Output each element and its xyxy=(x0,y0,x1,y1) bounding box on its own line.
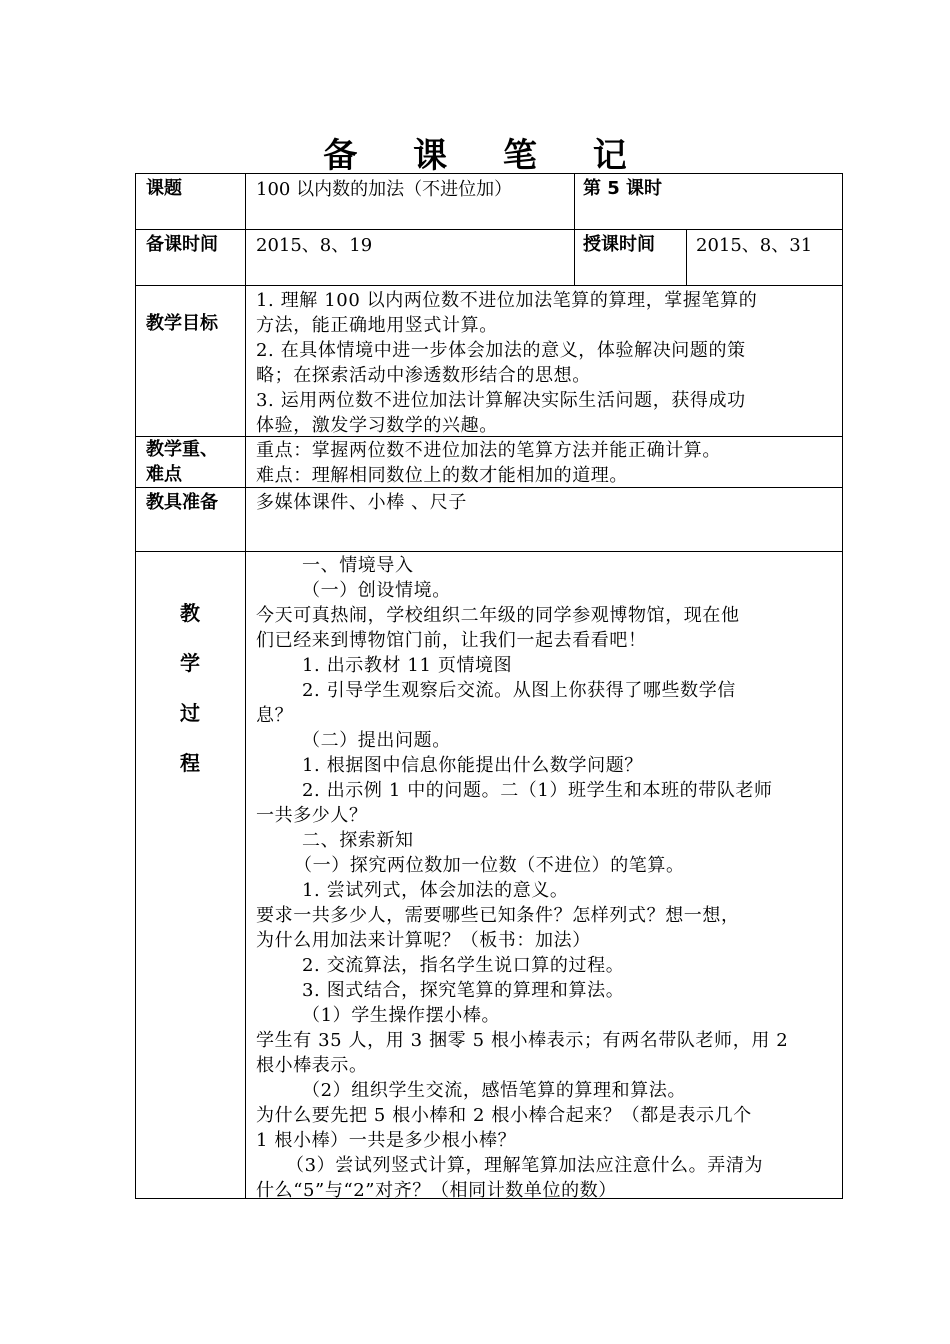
objective-line: 体验，激发学习数学的兴趣。 xyxy=(256,415,498,436)
objectives-label: 教学目标 xyxy=(146,313,218,334)
process-label xyxy=(136,600,244,800)
process-line: 2. 出示例 1 中的问题。二（1）班学生和本班的带队老师 xyxy=(302,780,773,801)
process-line: （1）学生操作摆小棒。 xyxy=(302,1005,501,1026)
lesson-number: 第 5 课时 xyxy=(583,178,663,199)
tools-value: 多媒体课件、小棒 、尺子 xyxy=(256,492,467,513)
keypoint-line: 重点：掌握两位数不进位加法的笔算方法并能正确计算。 xyxy=(256,440,721,461)
process-line: 1. 出示教材 11 页情境图 xyxy=(302,655,513,676)
process-line: 学生有 35 人，用 3 捆零 5 根小棒表示；有两名带队老师，用 2 xyxy=(256,1030,789,1051)
objective-line: 3. 运用两位数不进位加法计算解决实际生活问题，获得成功 xyxy=(256,390,746,411)
process-text xyxy=(256,553,836,1203)
objective-line: 1. 理解 100 以内两位数不进位加法笔算的算理，掌握笔算的 xyxy=(256,290,758,311)
teach-date-value: 2015、8、31 xyxy=(696,235,813,256)
row-divider xyxy=(135,229,843,230)
process-line: 一、情境导入 xyxy=(302,555,414,576)
process-line: 2. 交流算法，指名学生说口算的过程。 xyxy=(302,955,625,976)
process-line: 们已经来到博物馆门前，让我们一起去看看吧！ xyxy=(256,630,647,651)
process-label-char: 教 xyxy=(180,601,200,625)
teach-date-label: 授课时间 xyxy=(583,234,655,255)
prep-date-value: 2015、8、19 xyxy=(256,235,373,256)
process-label-char: 程 xyxy=(180,751,200,775)
process-line: 2. 引导学生观察后交流。从图上你获得了哪些数学信 xyxy=(302,680,736,701)
objective-line: 2. 在具体情境中进一步体会加法的意义，体验解决问题的策 xyxy=(256,340,746,361)
process-line: 1. 尝试列式，体会加法的意义。 xyxy=(302,880,569,901)
objective-line: 方法，能正确地用竖式计算。 xyxy=(256,315,498,336)
topic-value: 100 以内数的加法（不进位加） xyxy=(256,179,513,200)
page-title: 备 课 笔 记 xyxy=(323,136,649,176)
process-line: 二、探索新知 xyxy=(302,830,414,851)
row-divider xyxy=(135,551,843,552)
process-line: 一共多少人？ xyxy=(256,805,368,826)
process-line: （2）组织学生交流，感悟笔算的算理和算法。 xyxy=(302,1080,687,1101)
keypoints-label-line: 教学重、 xyxy=(146,439,218,460)
process-label-char: 过 xyxy=(180,701,200,725)
objectives-text xyxy=(256,288,836,438)
process-line: 要求一共多少人，需要哪些已知条件？怎样列式？想一想， xyxy=(256,905,740,926)
keypoint-line: 难点：理解相同数位上的数才能相加的道理。 xyxy=(256,465,628,486)
process-line: 息？ xyxy=(256,705,294,726)
process-line: （3）尝试列竖式计算，理解笔算加法应注意什么。弄清为 xyxy=(286,1155,764,1176)
process-line: （一）探究两位数加一位数（不进位）的笔算。 xyxy=(294,855,685,876)
column-divider xyxy=(686,229,687,286)
label-column-divider xyxy=(245,173,246,1199)
process-line: 为什么要先把 5 根小棒和 2 根小棒合起来？（都是表示几个 xyxy=(256,1105,752,1126)
process-line: （二）提出问题。 xyxy=(302,730,451,751)
process-line: 1. 根据图中信息你能提出什么数学问题？ xyxy=(302,755,643,776)
row-divider xyxy=(135,285,843,286)
process-line: 3. 图式结合，探究笔算的算理和算法。 xyxy=(302,980,625,1001)
process-line: 为什么用加法来计算呢？（板书：加法） xyxy=(256,930,591,951)
process-line: （一）创设情境。 xyxy=(302,580,451,601)
column-divider xyxy=(574,173,575,286)
process-line: 什么“5”与“2”对齐？（相同计数单位的数） xyxy=(256,1180,617,1201)
table-border-top xyxy=(135,173,843,174)
process-line: 1 根小棒）一共是多少根小棒？ xyxy=(256,1130,517,1151)
keypoints-text xyxy=(256,438,836,488)
process-line: 今天可真热闹，学校组织二年级的同学参观博物馆，现在他 xyxy=(256,605,740,626)
process-line: 根小棒表示。 xyxy=(256,1055,368,1076)
topic-label: 课题 xyxy=(146,178,182,199)
prep-date-label: 备课时间 xyxy=(146,234,218,255)
keypoints-label-line: 难点 xyxy=(146,464,182,485)
keypoints-label xyxy=(146,437,218,487)
tools-label: 教具准备 xyxy=(146,492,218,513)
process-label-char: 学 xyxy=(180,651,200,675)
objective-line: 略；在探索活动中渗透数形结合的思想。 xyxy=(256,365,591,386)
table-border-right xyxy=(842,173,843,1199)
